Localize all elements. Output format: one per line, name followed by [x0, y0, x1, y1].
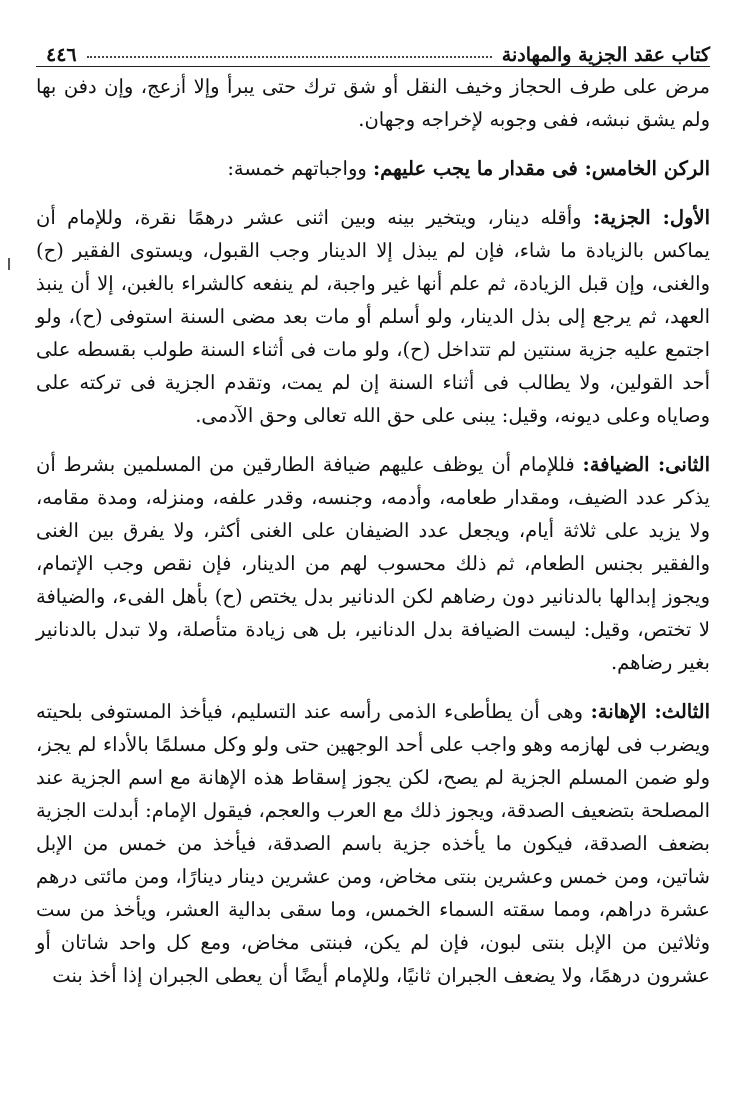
diyafa-text: فللإمام أن يوظف عليهم ضيافة الطارقين من المسلمين بشرط أن يذكر عدد الضيف، ومقدار طعامه، وأدمه، وجنسه، وقدر علفه، ومنزله، ومدة مقامه، ولا يزيد على ثلاثة أيام، ويجعل عدد الضيفان على الغنى أكثر، ولا يفرق بين الغنى والفقير بجنس الطعام، ثم ذلك محسوب لهم من الدينار، فإن نقص وجب الإتمام، ويجوز إبدالها بالدنانير دون رضاهم لكن الدنانير بدل يختص (ح) بأهل الفىء، والضيافة لا تختص، وقيل: ليست الضيافة بدل الدنانير، بل هى زيادة متأصلة، ولا تبدل بالدنانير بغير رضاهم. — [36, 453, 710, 674]
jizya-lead: الأول: الجزية: — [592, 206, 710, 229]
running-header — [36, 36, 710, 67]
page-body — [36, 70, 710, 992]
heading-rest: وواجباتهم خمسة: — [227, 157, 373, 180]
ihana-text: وهى أن يطأطىء الذمى رأسه عند التسليم، فيأخذ المستوفى بلحيته ويضرب فى لهازمه وهو واجب على أحد الوجهين حتى ولو وكل مسلمًا بالأداء لم يجز، ولو ضمن المسلم الجزية لم يصح، لكن يجوز إسقاط هذه الإهانة مع اسم الجزية عند المصلحة بتضعيف الصدقة، ويجوز ذلك مع العرب والعجم، فيقول الإمام: أبدلت الجزية بضعف الصدقة، فيكون ما يأخذه جزية باسم الصدقة، فيأخذ من خمس من الإبل شاتين، ومن خمس وعشرين بنتى مخاض، ومن عشرين دينار دينارًا، ومن مائتى درهم عشرة دراهم، ومما سقته السماء الخمس، وما سقى بدالية العشر، ويأخذ من ست وثلاثين من الإبل بنتى لبون، فإن لم يكن، فبنتى مخاض، ومع كل واحد شاتان أو عشرون درهمًا، ولا يضعف الجبران ثانيًا، وللإمام أيضًا أن يعطى الجبران إذا أخذ بنت — [36, 700, 710, 987]
intro-paragraph: مرض على طرف الحجاز وخيف النقل أو شق ترك حتى يبرأ وإلا أزعج، وإن دفن بها ولم يشق نبشه، ففى وجوبه لإخراجه وجهان. — [36, 75, 710, 131]
header-leader-dots — [87, 56, 492, 58]
ihana-lead: الثالث: الإهانة: — [590, 700, 710, 723]
jizya-text: وأقله دينار، ويتخير بينه وبين اثنى عشر درهمًا نقرة، وللإمام أن يماكس بالزيادة ما شاء، فإن لم يبذل إلا الدينار وجب القبول، ويستوى الفقير (ح) والغنى، وإن قبل الزيادة، ثم علم أنها غير واجبة، لم ينفعه كالشراء بالغبن، إلا أن ينبذ العهد، ثم يرجع إلى بذل الدينار، ولو أسلم أو مات بعد مضى السنة استوفى (ح)، ولو اجتمع عليه جزية سنتين لم تتداخل (ح)، ولو مات فى أثناء السنة طولب بقسطه على أحد القولين، ولا يطالب فى أثناء السنة إن لم يمت، وتقدم الجزية فى تركته على وصاياه وعلى ديونه، وقيل: يبنى على حق الله تعالى وحق الآدمى. — [36, 206, 710, 427]
paragraph-ihana — [36, 695, 710, 992]
margin-mark — [8, 258, 10, 270]
heading-lead: الركن الخامس: فى مقدار ما يجب عليهم: — [372, 157, 710, 180]
paragraph-diyafa — [36, 448, 710, 679]
header-title: كتاب عقد الجزية والمهادنة — [501, 44, 710, 66]
section-heading — [36, 152, 710, 185]
diyafa-lead: الثانى: الضيافة: — [582, 453, 711, 476]
page-number: ٤٤٦ — [46, 44, 77, 66]
paragraph-jizya — [36, 201, 710, 432]
